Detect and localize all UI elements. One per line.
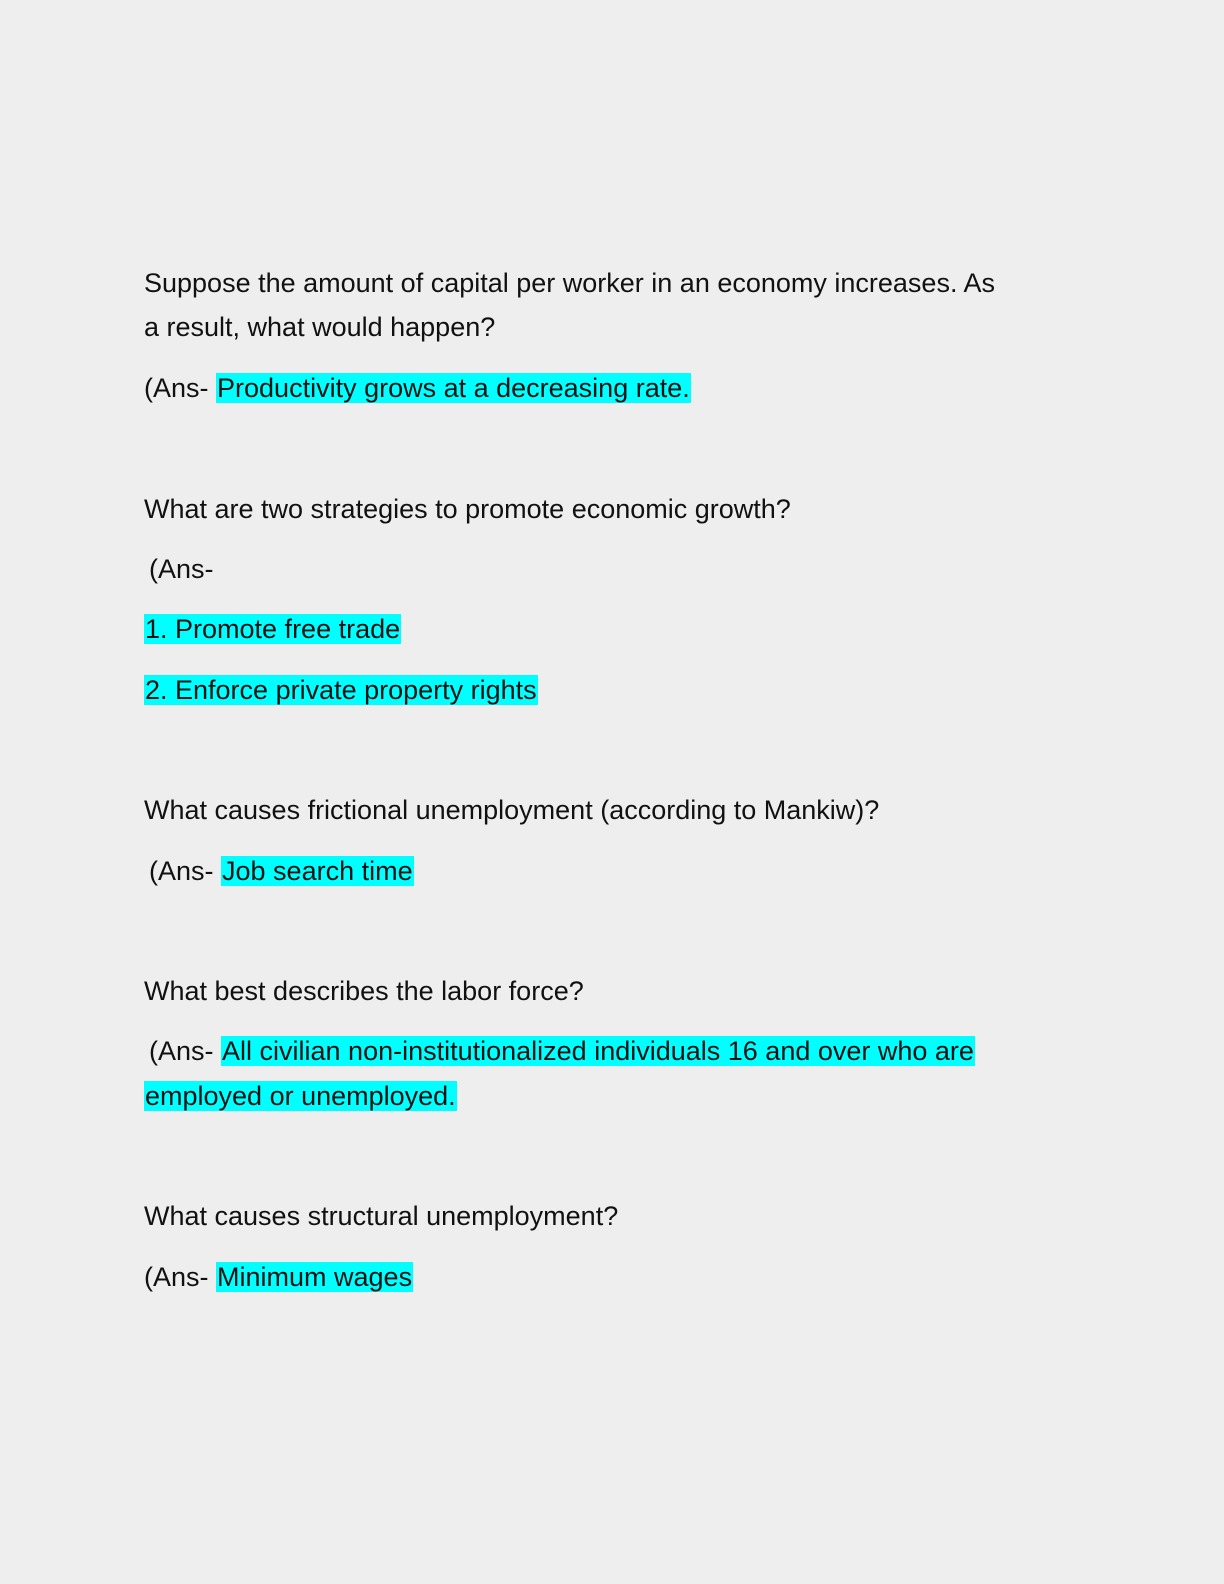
answer-4-line-1 — [149, 1031, 975, 1071]
answer-prefix: (Ans- — [144, 1262, 217, 1292]
answer-2-item-1-highlight: 1. Promote free trade — [145, 614, 401, 644]
answer-4-highlight-line-1: All civilian non-institutionalized individuals 16 and over who are — [222, 1036, 974, 1066]
answer-2-item-2-highlight: 2. Enforce private property rights — [145, 675, 537, 705]
question-3: What causes frictional unemployment (according to Mankiw)? — [144, 795, 880, 825]
question-1-line-2: a result, what would happen? — [144, 312, 496, 342]
question-5: What causes structural unemployment? — [144, 1201, 619, 1231]
answer-3-highlight: Job search time — [222, 856, 413, 886]
answer-4-highlight-line-2: employed or unemployed. — [145, 1081, 456, 1111]
answer-prefix: (Ans- — [144, 373, 217, 403]
answer-1 — [144, 368, 691, 408]
answer-2-item-2 — [144, 670, 538, 710]
question-4: What best describes the labor force? — [144, 976, 584, 1006]
answer-prefix: (Ans- — [149, 1036, 222, 1066]
question-2: What are two strategies to promote economic growth? — [144, 494, 791, 524]
answer-2-prefix: (Ans- — [149, 554, 214, 584]
question-1-line-1: Suppose the amount of capital per worker in an economy increases. As — [144, 268, 995, 298]
answer-1-highlight: Productivity grows at a decreasing rate. — [217, 373, 690, 403]
answer-3 — [149, 851, 414, 891]
answer-2-item-1 — [144, 609, 401, 649]
answer-4-line-2 — [144, 1076, 457, 1116]
answer-5-highlight: Minimum wages — [217, 1262, 413, 1292]
answer-5 — [144, 1257, 413, 1297]
answer-prefix: (Ans- — [149, 856, 222, 886]
